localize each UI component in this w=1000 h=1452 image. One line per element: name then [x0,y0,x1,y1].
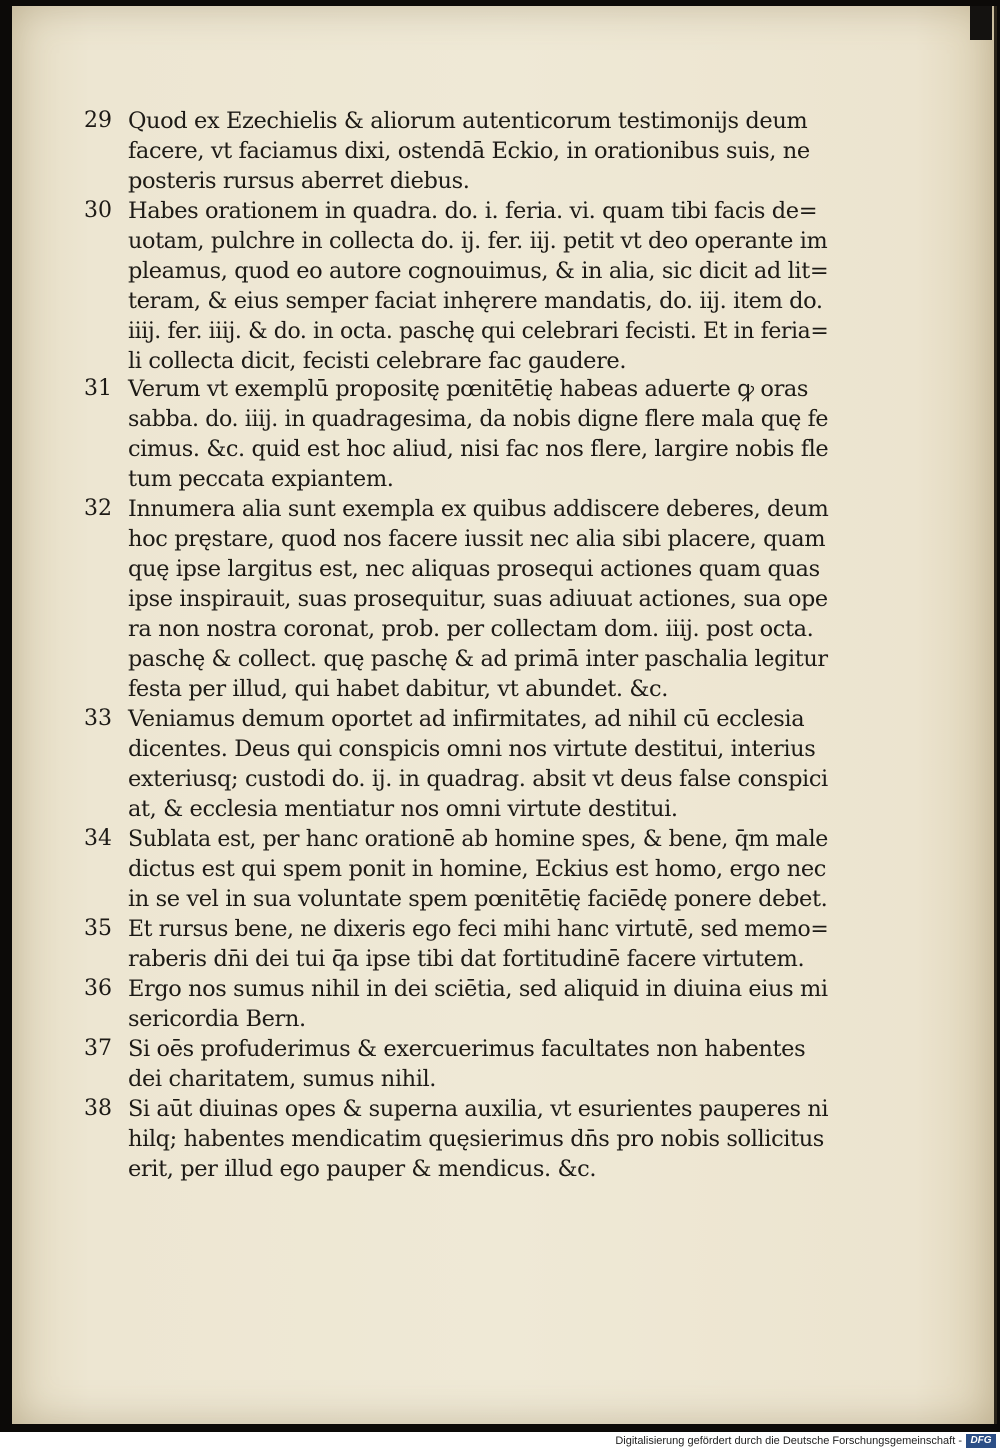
text-line: exteriusq; custodi do. ij. in quadrag. absit vt deus false conspici [128,766,828,792]
paragraph-text [128,1094,828,1184]
paragraph-text [128,704,828,824]
text-line: iiij. fer. iiij. & do. in octa. paschę qui celebrari fecisti. Et in feria= [128,318,829,344]
paragraph-number: 30 [84,198,112,223]
page-body-text [12,6,994,1424]
text-line: sabba. do. iiij. in quadragesima, da nobis digne flere mala quę fe [128,406,829,432]
viewer-footer [0,1432,1000,1452]
text-line: pleamus, quod eo autore cognouimus, & in alia, sic dicit ad lit= [128,258,829,284]
text-line: dictus est qui spem ponit in homine, Eckius est homo, ergo nec [128,856,826,882]
text-line: Si aūt diuinas opes & superna auxilia, vt esurientes pauperes ni [128,1096,829,1122]
text-line: hilq; habentes mendicatim quęsierimus dn̄s pro nobis sollicitus [128,1126,824,1152]
text-line: at, & ecclesia mentiatur nos omni virtute destitui. [128,796,678,822]
paragraph-number: 37 [84,1036,112,1061]
text-line: hoc pręstare, quod nos facere iussit nec alia sibi placere, quam [128,526,826,552]
text-line: raberis dn̄i dei tui q̄a ipse tibi dat fortitudinē facere virtutem. [128,946,805,972]
paragraph-text [128,196,828,376]
text-line: uotam, pulchre in collecta do. ij. fer. iij. petit vt deo operante im [128,228,828,254]
paragraph-text [128,106,828,196]
text-line: Et rursus bene, ne dixeris ego feci mihi hanc virtutē, sed memo= [128,916,829,942]
text-line: quę ipse largitus est, nec aliquas prosequi actiones quam quas [128,556,820,582]
text-line: cimus. &c. quid est hoc aliud, nisi fac nos flere, largire nobis fle [128,436,829,462]
text-line: Verum vt exemplū propositę pœnitētię habeas aduerte ꝙ oras [128,376,809,402]
text-line: facere, vt faciamus dixi, ostendā Eckio, in orationibus suis, ne [128,138,810,164]
text-line: dei charitatem, sumus nihil. [128,1066,437,1092]
text-line: festa per illud, qui habet dabitur, vt abundet. &c. [128,676,668,702]
paragraph-text [128,494,828,704]
paragraph-number: 31 [84,376,112,401]
paragraph-text [128,914,828,974]
text-line: teram, & eius semper faciat inhęrere mandatis, do. iij. item do. [128,288,823,314]
text-line: paschę & collect. quę paschę & ad primā inter paschalia legitur [128,646,828,672]
text-line: ipse inspirauit, suas prosequitur, suas adiuuat actiones, sua ope [128,586,828,612]
dfg-logo: DFG [966,1434,996,1448]
text-line: Veniamus demum oportet ad infirmitates, ad nihil cū ecclesia [128,706,805,732]
text-line: posteris rursus aberret diebus. [128,168,470,194]
text-line: Ergo nos sumus nihil in dei sciētia, sed aliquid in diuina eius mi [128,976,828,1002]
text-line: tum peccata expiantem. [128,466,394,492]
text-line: Innumera alia sunt exempla ex quibus addiscere deberes, deum [128,496,829,522]
text-line: dicentes. Deus qui conspicis omni nos virtute destitui, interius [128,736,816,762]
text-line: Sublata est, per hanc orationē ab homine spes, & bene, q̄m male [128,826,828,852]
book-page [12,6,997,1424]
funding-credit: Digitalisierung gefördert durch die Deutsche Forschungsgemeinschaft - [615,1435,962,1447]
paragraph-text [128,824,828,914]
paragraph-number: 34 [84,826,112,851]
text-line: erit, per illud ego pauper & mendicus. &c. [128,1156,597,1182]
text-line: li collecta dicit, fecisti celebrare fac gaudere. [128,348,627,374]
text-line: sericordia Bern. [128,1006,306,1032]
paragraph-text [128,374,828,494]
paragraph-number: 33 [84,706,112,731]
paragraph-text [128,1034,828,1094]
paragraph-text [128,974,828,1034]
paragraph-number: 36 [84,976,112,1001]
text-line: in se vel in sua voluntate spem pœnitētię faciēdę ponere debet. [128,886,828,912]
paragraph-number: 35 [84,916,112,941]
paragraph-number: 38 [84,1096,112,1121]
paragraph-number: 32 [84,496,112,521]
text-line: Si oēs profuderimus & exercuerimus facultates non habentes [128,1036,806,1062]
text-line: ra non nostra coronat, prob. per collectam dom. iiij. post octa. [128,616,814,642]
paragraph-number: 29 [84,108,112,133]
text-line: Habes orationem in quadra. do. i. feria. vi. quam tibi facis de= [128,198,818,224]
text-line: Quod ex Ezechielis & aliorum autenticorum testimonijs deum [128,108,808,134]
